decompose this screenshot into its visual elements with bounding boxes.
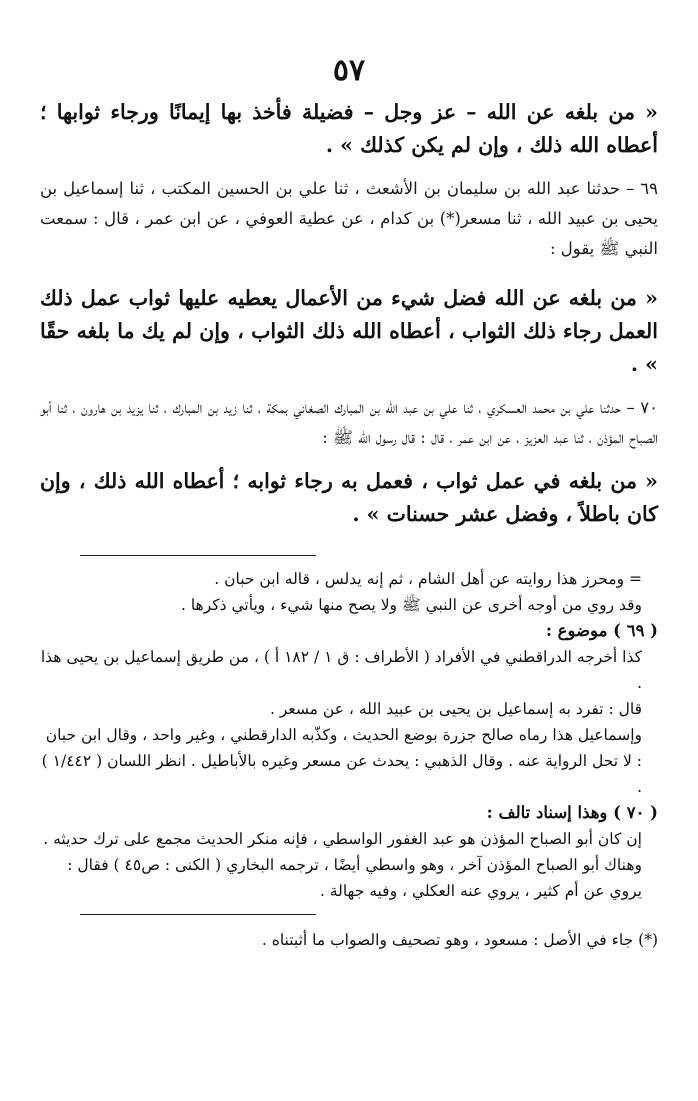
footnote-divider (80, 914, 316, 915)
note-heading-70: ( ٧٠ ) وهذا إسناد تالف : (486, 803, 658, 822)
note-line: وهناك أبو الصباح المؤذن آخر ، وهو واسطي أيضًا ، ترجمه البخاري ( الكنى : ص٤٥ ) فقال : يروي عن أم كثير ، يروي عنه العكلي ، وفيه جهالة . (67, 856, 642, 900)
note-line: قال : تفرد به إسماعيل بن يحيى بن عبيد الله ، عن مسعر . (269, 700, 642, 718)
notes-divider (80, 555, 316, 556)
narration-69: ٦٩ – حدثنا عبد الله بن سليمان بن الأشعث ، ثنا علي بن الحسين المكتب ، ثنا إسماعيل بن يحيى بن عبيد الله ، ثنا مسعر(*) بن كدام ، عن عطية العوفي ، عن ابن عمر ، قال : سمعت النبي ﷺ يقول : (40, 179, 658, 258)
hadith-quote-69: « من بلغه عن الله فضل شيء من الأعمال يعطيه عليها ثواب عمل ذلك العمل رجاء ذلك الثواب ، أعطاه الله ذلك الثواب ، وإن لم يك ما بلغه حقًا » . (40, 286, 658, 376)
footnote: (*) جاء في الأصل : مسعود ، وهو تصحيف والصواب ما أثبتناه . (261, 931, 658, 949)
note-line: إن كان أبو الصباح المؤذن هو عبد الغفور الواسطي ، فإنه منكر الحديث مجمع على ترك حديثه . (43, 830, 642, 848)
hadith-quote-70: « من بلغه في عمل ثواب ، فعمل به رجاء ثوابه ؛ أعطاه الله ذلك ، وإن كان باطلاً ، وفضل عشر حسنات » . (40, 469, 658, 526)
notes-section (40, 566, 658, 904)
hadith-quote-intro: « من بلغه عن الله – عز وجل – فضيلة فأخذ بها إيمانًا ورجاء ثوابها ؛ أعطاه الله ذلك ، وإن لم يكن كذلك » . (40, 100, 658, 157)
note-line: كذا أخرجه الدراقطني في الأفراد ( الأطراف : ق ١ / ١٨٢ أ ) ، من طريق إسماعيل بن يحيى هذا . (40, 648, 642, 692)
note-line: = ومحرز هذا روايته عن أهل الشام ، ثم إنه يدلس ، قاله ابن حبان . (214, 570, 642, 588)
note-line: وقد روي من أوجه أخرى عن النبي ﷺ ولا يصح منها شيء ، ويأتي ذكرها . (180, 596, 642, 614)
note-heading-69: ( ٦٩ ) موضوع : (545, 621, 658, 640)
page-number: ٥٧ (332, 53, 366, 88)
note-line: وإسماعيل هذا رماه صالح جزرة بوضع الحديث ، وكذّبه الدارقطني ، وغير واحد ، وقال ابن حبان : لا تحل الرواية عنه . وقال الذهبي : يحدث عن مسعر وغيره بالأباطيل . انظر اللسان ( ١/٤٤٢ ) . (41, 726, 642, 796)
narration-70: ٧٠ – حدثنا علي بن محمد العسكري ، ثنا علي بن عبد الله بن المبارك الصغاني بمكة ، ثنا زيد بن المبارك ، ثنا يزيد بن هارون ، ثنا أبو الصباح المؤذن ، ثنا عبد العزيز ، عن ابن عمر ، قال : قال رسول الله ﷺ : (40, 398, 658, 447)
